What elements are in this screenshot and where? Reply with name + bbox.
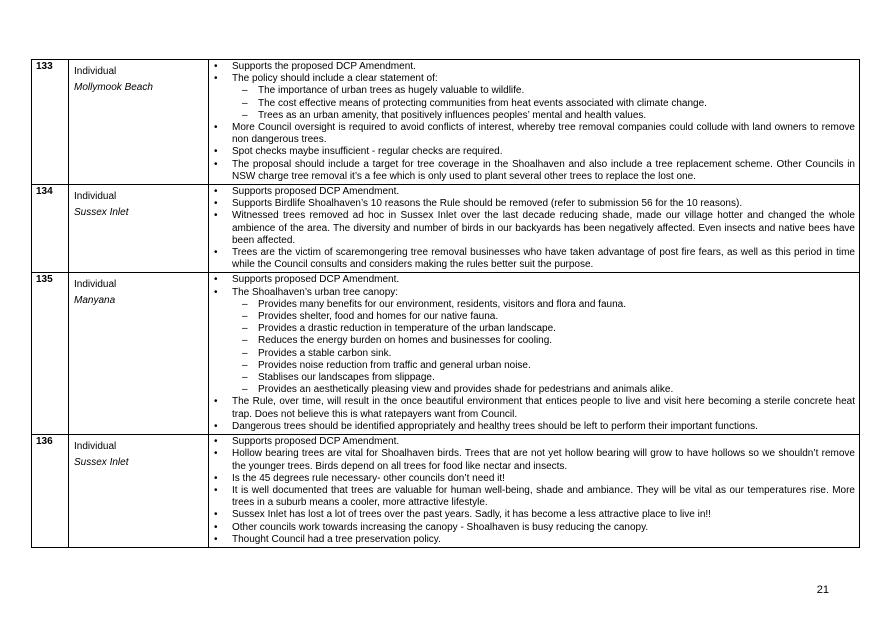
submitter-cell (69, 60, 209, 185)
submission-points-cell (209, 435, 860, 548)
sub-point-text: Provides a drastic reduction in temperature of the urban landscape. (258, 323, 556, 335)
submission-number: 135 (32, 273, 69, 435)
submission-point (209, 247, 855, 271)
submission-point (209, 122, 855, 146)
sub-point (232, 348, 855, 360)
sub-point (232, 323, 855, 335)
submission-point-text: Dangerous trees should be identified appropriately and healthy trees should be left to perform their important functions. (232, 420, 758, 432)
sub-point-text: Provides an aesthetically pleasing view and provides shade for pedestrians and animals alike. (258, 384, 674, 396)
submission-number: 134 (32, 185, 69, 273)
submissions-table (31, 59, 860, 548)
submission-point (209, 287, 855, 397)
dash-icon: – (242, 97, 248, 109)
submission-point-text: Thought Council had a tree preservation policy. (232, 533, 441, 545)
sub-point (232, 360, 855, 372)
bullet-icon: • (214, 146, 218, 158)
submission-number: 133 (32, 60, 69, 185)
bullet-icon: • (214, 247, 218, 259)
sub-point (232, 98, 855, 110)
submission-point-text: Is the 45 degrees rule necessary- other councils don’t need it! (232, 472, 505, 484)
submission-points-list (209, 61, 855, 183)
bullet-icon: • (214, 122, 218, 134)
sub-point (232, 110, 855, 122)
dash-icon: – (242, 384, 248, 396)
submission-point-text: Supports proposed DCP Amendment. (232, 274, 400, 286)
submission-point (209, 421, 855, 433)
bullet-icon: • (214, 436, 218, 448)
submission-point (209, 186, 855, 198)
submitter-type: Individual (74, 279, 117, 291)
bullet-icon: • (214, 509, 218, 521)
submitter-type: Individual (74, 441, 117, 453)
dash-icon: – (242, 298, 248, 310)
submission-points-cell (209, 273, 860, 435)
bullet-icon: • (214, 210, 218, 222)
sub-point-list (232, 299, 855, 397)
submission-point-text: Supports proposed DCP Amendment. (232, 436, 400, 448)
bullet-icon: • (214, 533, 218, 545)
submission-row (32, 60, 860, 185)
sub-point-text: Provides a stable carbon sink. (258, 347, 392, 359)
sub-point-text: Stablises our landscapes from slippage. (258, 372, 435, 384)
sub-point (232, 299, 855, 311)
dash-icon: – (242, 335, 248, 347)
submitter-type: Individual (74, 191, 117, 203)
bullet-icon: • (214, 286, 218, 298)
sub-point (232, 311, 855, 323)
bullet-icon: • (214, 158, 218, 170)
submission-point (209, 73, 855, 122)
submission-point-text: Supports Birdlife Shoalhaven’s 10 reasons the Rule should be removed (refer to submission 56 for the 10 reasons). (232, 198, 743, 210)
sub-point (232, 335, 855, 347)
submission-points-cell (209, 60, 860, 185)
dash-icon: – (242, 372, 248, 384)
submission-point (209, 522, 855, 534)
dash-icon: – (242, 323, 248, 335)
bullet-icon: • (214, 186, 218, 198)
submission-point-text: Spot checks maybe insufficient - regular checks are required. (232, 146, 503, 158)
bullet-icon: • (214, 484, 218, 496)
bullet-icon: • (214, 61, 218, 72)
submitter-type: Individual (74, 66, 117, 77)
submitter-location: Mollymook Beach (74, 82, 153, 93)
submission-point-text: Other councils work towards increasing the canopy - Shoalhaven is busy reducing the canopy. (232, 521, 649, 533)
sub-point (232, 85, 855, 97)
bullet-icon: • (214, 396, 218, 408)
bullet-icon: • (214, 198, 218, 210)
dash-icon: – (242, 109, 248, 121)
submission-point-text: It is well documented that trees are valuable for human well-being, shade and ambiance. They will be vital as our temperatures rise. More trees in a suburb means a cooler, more attractive lifestyle. (232, 484, 855, 509)
submission-point-text: Witnessed trees removed ad hoc in Sussex Inlet over the last decade reducing shade, made our village hotter and changed the whole ambience of the area. The diversity and number of birds in our backyards has been negatively affected. Even insects and native bees have been affected. (232, 210, 855, 246)
submitter-location: Sussex Inlet (74, 457, 129, 469)
dash-icon: – (242, 347, 248, 359)
bullet-icon: • (214, 73, 218, 85)
bullet-icon: • (214, 274, 218, 286)
submission-row (32, 185, 860, 273)
sub-point-text: Provides many benefits for our environment, residents, visitors and flora and fauna. (258, 298, 626, 310)
submission-point (209, 436, 855, 448)
submission-point-text: The policy should include a clear statement of: (232, 73, 438, 85)
sub-point (232, 384, 855, 396)
submission-point-text: More Council oversight is required to avoid conflicts of interest, whereby tree removal companies could collude with land owners to remove non dangerous trees. (232, 122, 855, 146)
submitter-location: Manyana (74, 295, 116, 307)
sub-point-text: The importance of urban trees as hugely valuable to wildlife. (258, 85, 525, 97)
submission-point-text: Sussex Inlet has lost a lot of trees over the past years. Sadly, it has become a less attractive place to live in!! (232, 509, 711, 521)
submission-point (209, 396, 855, 420)
submission-point (209, 448, 855, 472)
submitter-cell (69, 435, 209, 548)
submission-point (209, 509, 855, 521)
sub-point-text: Provides noise reduction from traffic and general urban noise. (258, 359, 531, 371)
submission-point (209, 485, 855, 509)
submission-point-text: The Shoalhaven’s urban tree canopy: (232, 286, 399, 298)
sub-point-text: Trees as an urban amenity, that positively influences peoples’ mental and health values. (258, 109, 647, 121)
submission-points-list (209, 186, 855, 271)
submitter-cell (69, 185, 209, 273)
submission-points-cell (209, 185, 860, 273)
bullet-icon: • (214, 420, 218, 432)
submitter-cell (69, 273, 209, 435)
submission-point (209, 534, 855, 546)
sub-point-text: The cost effective means of protecting communities from heat events associated with climate change. (258, 97, 707, 109)
submission-point-text: The Rule, over time, will result in the once beautiful environment that entices people to live and visit here becoming a sterile concrete heat trap. Does not believe this is what ratepayers want from Council. (232, 396, 855, 420)
dash-icon: – (242, 359, 248, 371)
submission-point-text: Supports the proposed DCP Amendment. (232, 61, 416, 72)
submission-point (209, 210, 855, 247)
sub-point-list (232, 85, 855, 122)
submission-point (209, 473, 855, 485)
dash-icon: – (242, 311, 248, 323)
submission-row (32, 435, 860, 548)
submission-point-text: The proposal should include a target for tree coverage in the Shoalhaven and also include a tree replacement scheme. Other Councils in NSW charge tree removal it’s a fee which is only used to plant several other trees to replace the lost one. (232, 158, 855, 182)
submission-number: 136 (32, 435, 69, 548)
submission-point (209, 198, 855, 210)
sub-point-text: Provides shelter, food and homes for our native fauna. (258, 311, 499, 323)
page-number: 21 (816, 584, 829, 596)
submitter-location: Sussex Inlet (74, 207, 129, 219)
bullet-icon: • (214, 472, 218, 484)
bullet-icon: • (214, 521, 218, 533)
submission-point (209, 61, 855, 73)
sub-point-text: Reduces the energy burden on homes and businesses for cooling. (258, 335, 553, 347)
submission-point-text: Trees are the victim of scaremongering tree removal businesses who have taken advantage of post fire fears, as well as this period in time while the Council consults and considers making the rules better suit the purpose. (232, 247, 855, 271)
sub-point (232, 372, 855, 384)
submission-points-list (209, 436, 855, 546)
submission-points-list (209, 274, 855, 433)
submission-row (32, 273, 860, 435)
submission-point (209, 159, 855, 183)
bullet-icon: • (214, 448, 218, 460)
submission-point-text: Supports proposed DCP Amendment. (232, 186, 400, 198)
submission-point (209, 274, 855, 286)
submission-point-text: Hollow bearing trees are vital for Shoalhaven birds. Trees that are not yet hollow bearing will grow to have hollows so we shouldn’t remove the younger trees. Birds depend on all trees for food like nectar and insects. (232, 448, 855, 472)
submission-point (209, 146, 855, 158)
dash-icon: – (242, 85, 248, 97)
